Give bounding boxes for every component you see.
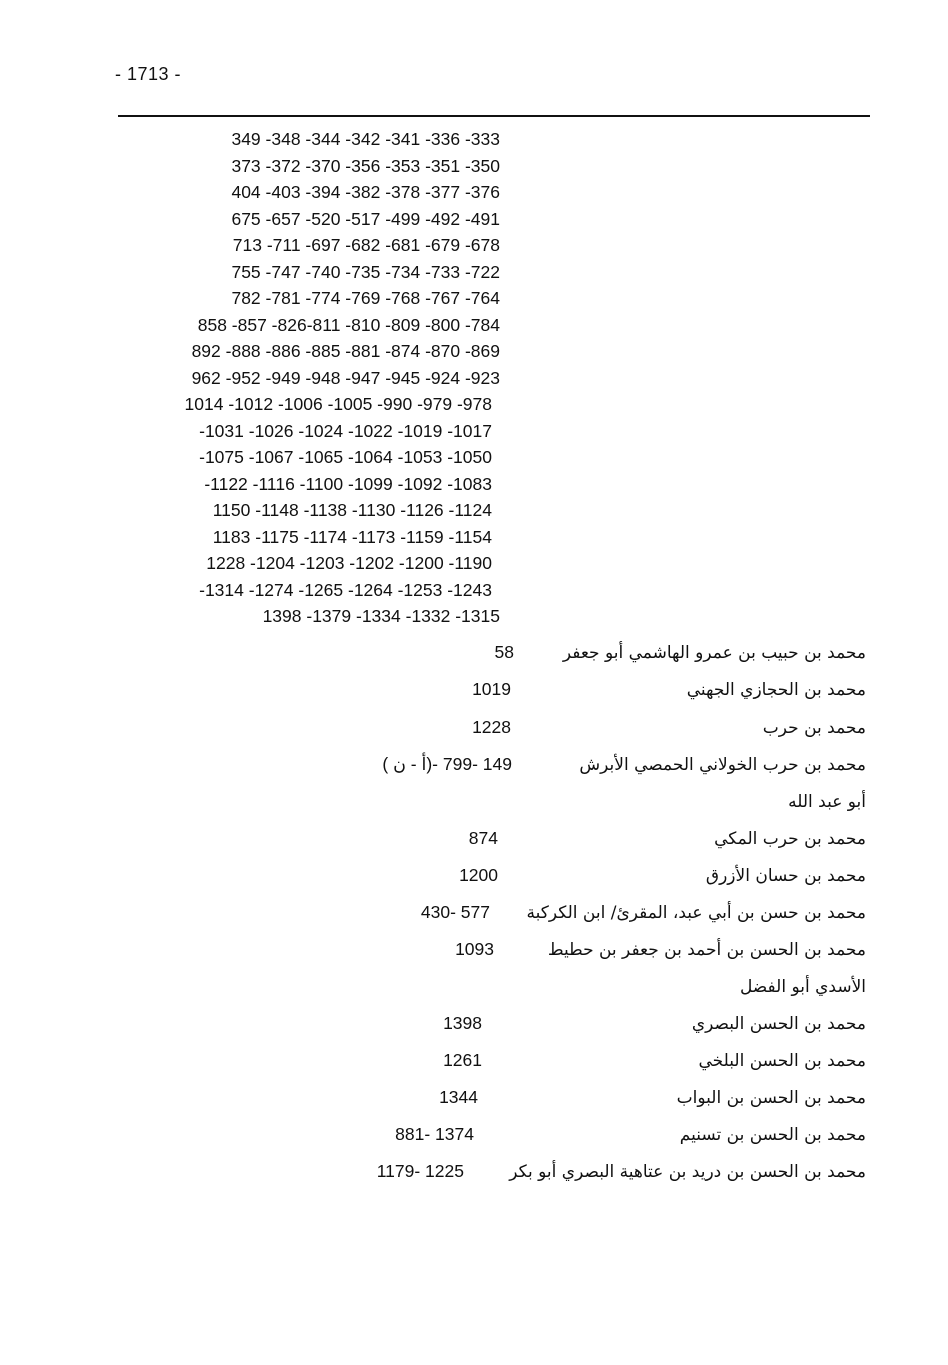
index-entry-pages: 1200 xyxy=(459,865,498,885)
page-ref-line: 892 -888 -886 -885 -881 -874 -870 -869 xyxy=(191,341,500,361)
index-entry-name: محمد بن الحسن بن دريد بن عتاهية البصري أبو بكر xyxy=(509,1162,866,1182)
page-ref-line: 675 -657 -520 -517 -499 -492 -491 xyxy=(231,209,500,229)
index-entry-pages: 1228 xyxy=(472,717,511,737)
index-entry-pages: 881- 1374 xyxy=(395,1124,474,1144)
index-entry-pages: 58 xyxy=(494,642,514,662)
page-ref-line: -1075 -1067 -1065 -1064 -1053 -1050 xyxy=(199,447,492,467)
index-entry-name: محمد بن الحسن بن أحمد بن جعفر بن حطيط xyxy=(547,940,866,960)
index-entry-pages: 1344 xyxy=(439,1087,478,1107)
index-entry-pages: 874 xyxy=(468,828,498,848)
index-entry-name: محمد بن حرب الخولاني الحمصي الأبرش xyxy=(579,755,866,775)
page-ref-line: 349 -348 -344 -342 -341 -336 -333 xyxy=(231,129,500,149)
index-entry-name: محمد بن الحسن بن تسنيم xyxy=(679,1125,866,1145)
page-ref-line: 1150 -1148 -1138 -1130 -1126 -1124 xyxy=(212,500,492,520)
page-ref-line: 1014 -1012 -1006 -1005 -990 -979 -978 xyxy=(184,394,492,414)
index-entry-pages: 1179- 1225 xyxy=(376,1161,464,1181)
index-entry-name: الأسدي أبو الفضل xyxy=(739,977,866,997)
index-entry-name: محمد بن حبيب بن عمرو الهاشمي أبو جعفر xyxy=(562,643,866,663)
index-entry-pages: 1398 xyxy=(443,1013,482,1033)
page-ref-line: -1031 -1026 -1024 -1022 -1019 -1017 xyxy=(199,421,492,441)
index-entry-name: محمد بن حسن بن أبي عبد، المقرئ/ ابن الكركبة xyxy=(526,903,866,923)
page-ref-line: 404 -403 -394 -382 -378 -377 -376 xyxy=(231,182,500,202)
index-entry-name: محمد بن الحسن بن البواب xyxy=(676,1088,866,1108)
page-ref-line: 373 -372 -370 -356 -353 -351 -350 xyxy=(231,156,500,176)
index-entry-name: محمد بن حرب المكي xyxy=(714,829,866,849)
index-entry-pages: 1261 xyxy=(443,1050,482,1070)
page-ref-line: 962 -952 -949 -948 -947 -945 -924 -923 xyxy=(191,368,500,388)
page-ref-line: 858 -857 -826-811 -810 -809 -800 -784 xyxy=(197,315,500,335)
page-ref-line: -1122 -1116 -1100 -1099 -1092 -1083 xyxy=(204,474,492,494)
header-rule xyxy=(118,115,870,117)
page-ref-line: 1398 -1379 -1334 -1332 -1315 xyxy=(262,606,500,626)
page-ref-line: 1228 -1204 -1203 -1202 -1200 -1190 xyxy=(206,553,492,573)
page-ref-line: 1183 -1175 -1174 -1173 -1159 -1154 xyxy=(212,527,492,547)
page-ref-line: -1314 -1274 -1265 -1264 -1253 -1243 xyxy=(199,580,492,600)
index-entry-name: محمد بن الحسن البلخي xyxy=(698,1051,866,1071)
index-entry-name: أبو عبد الله xyxy=(788,792,866,812)
index-entry-name: محمد بن حسان الأزرق xyxy=(705,866,866,886)
index-entry-name: محمد بن حرب xyxy=(762,718,866,738)
index-entry-pages: 430- 577 xyxy=(420,902,490,922)
index-entry-name: محمد بن الحسن البصري xyxy=(691,1014,866,1034)
index-entry-name: محمد بن الحجازي الجهني xyxy=(686,680,866,700)
index-entry-pages: 1093 xyxy=(455,939,494,959)
page-ref-line: 782 -781 -774 -769 -768 -767 -764 xyxy=(231,288,500,308)
page-number: - 1713 - xyxy=(115,64,182,84)
page-ref-line: 713 -711 -697 -682 -681 -679 -678 xyxy=(232,235,500,255)
index-entry-pages: 1019 xyxy=(472,679,511,699)
index-entry-pages: ( أ - ن)- 149 -799 xyxy=(382,754,512,774)
page-ref-line: 755 -747 -740 -735 -734 -733 -722 xyxy=(231,262,500,282)
